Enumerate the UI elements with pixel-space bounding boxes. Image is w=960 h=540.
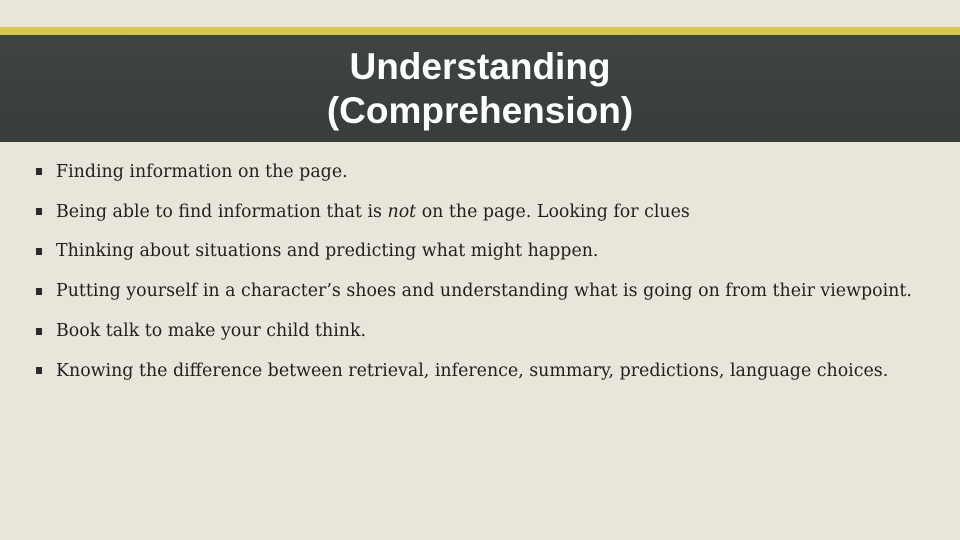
title-band [0,35,960,142]
accent-stripe [0,27,960,35]
bullet-text-post: on the page. Looking for clues [416,201,690,222]
bullet-text-pre: Being able to find information that is [56,201,388,222]
slide-title-line-2: (Comprehension) [326,89,634,131]
bullet-item [36,311,936,351]
bullet-item [36,192,936,232]
bullet-item [36,351,936,391]
bullet-list [36,152,936,391]
bullet-text-emphasis: not [387,201,417,222]
square-bullet-icon [36,168,42,175]
bullet-item [36,152,936,192]
bullet-item [36,271,936,311]
square-bullet-icon [36,367,42,374]
square-bullet-icon [36,248,42,255]
bullet-item [36,232,936,272]
bullet-text: Knowing the difference between retrieval, inference, summary, predictions, language choices. [56,360,889,381]
slide-title [327,45,633,133]
slide-title-line-1: Understanding [349,45,611,87]
bullet-text: Finding information on the page. [56,161,348,182]
square-bullet-icon [36,288,42,295]
bullet-text: Putting yourself in a character’s shoes and understanding what is going on from their viewpoint. [56,281,912,302]
bullet-text: Book talk to make your child think. [56,321,367,342]
bullet-text: Thinking about situations and predicting what might happen. [56,241,599,262]
bullet-text [56,202,690,222]
square-bullet-icon [36,208,42,215]
square-bullet-icon [36,328,42,335]
